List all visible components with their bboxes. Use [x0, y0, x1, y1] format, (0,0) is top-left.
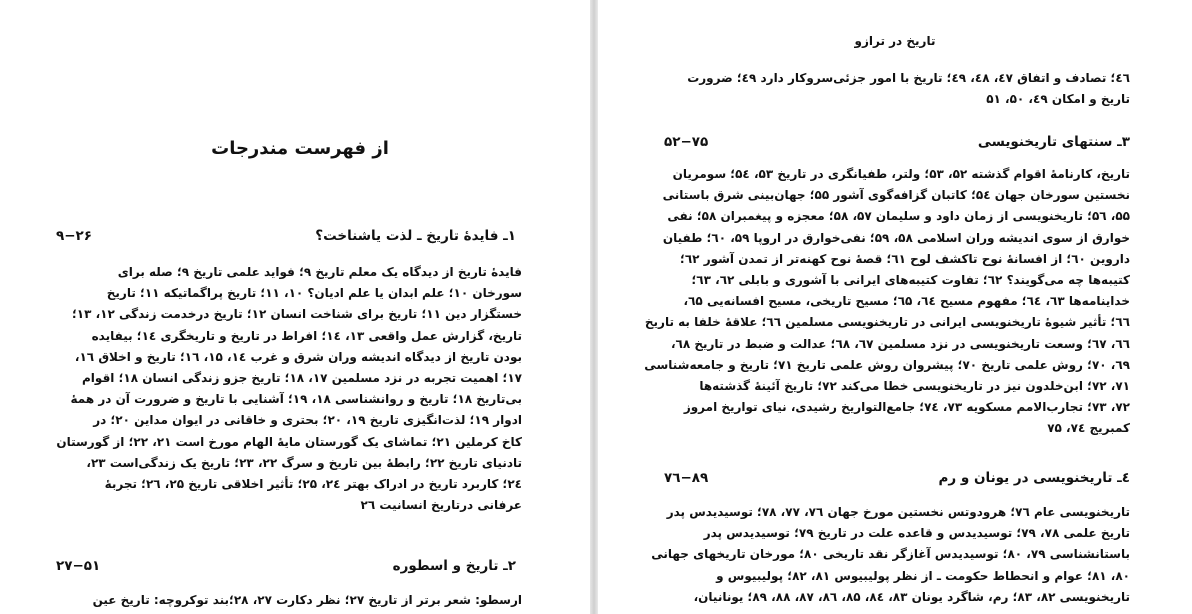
- text-line: ۷۲، ۷۳؛ تجارب‌الامم مسکویه ۷۳، ۷٤؛ جامع‌التواریخ رشیدی، نیای تواریخ امروز: [683, 400, 1130, 415]
- text-line: ٦٦؛ تأثیر شیوهٔ تاریخنویسی ایرانی در تاریخنویسی مسلمین ٦٦؛ علاقهٔ خلفا به تاریخ: [644, 315, 1130, 330]
- left-page: [0, 0, 590, 614]
- section-heading: [664, 134, 1130, 150]
- page-heading: از فهرست مندرجات: [211, 138, 389, 159]
- section-page-range: ۲۷−۵۱: [56, 558, 101, 574]
- text-line: ۲٤؛ کاربرد تاریخ در ادراک بهتر ۲٤، ۲۵؛ تأثیر اخلاقی تاریخ ۲۵، ۲٦؛ تجربهٔ: [104, 477, 522, 492]
- book-gutter: [590, 0, 598, 614]
- running-head: تاریخ در ترازو: [854, 34, 936, 48]
- section-title: ۳ـ سنتهای تاریخنویسی: [977, 134, 1130, 150]
- section-page-range: ۵۲−۷۵: [664, 134, 709, 150]
- text-line: ۸۰، ۸۱؛ عوام و انحطاط حکومت ـ از نظر پولیبیوس ۸۱، ۸۲؛ پولیبیوس و: [716, 568, 1130, 583]
- text-line: خوارق از سوی اندیشه وران اسلامی ۵۸، ۵۹؛ نفی‌خوارق در اروپا ۵۹، ٦۰؛ طفیان: [662, 230, 1130, 245]
- text-line: تاریخ و امکان ٤٩، ۵۰، ۵۱: [986, 92, 1130, 107]
- text-line: باستانشناسی ۷۹، ۸۰؛ توسیدیدس آغازگر نقد تاریخی ۸۰؛ مورخان تاریخهای جهانی: [651, 547, 1130, 562]
- section-heading: [56, 228, 516, 244]
- text-line: تاریخنویسی عام ۷٦؛ هرودوتس نخستین مورخ جهان ۷٦، ۷۷، ۷۸؛ توسیدیدس پدر: [666, 505, 1130, 519]
- section-heading: [56, 558, 516, 574]
- text-line: تاریخ، کارنامهٔ اقوام گذشته ۵۲، ۵۳؛ ولتر، طفیانگری در تاریخ ۵۳، ۵٤؛ سومریان: [672, 167, 1130, 181]
- text-line: ۵۵، ۵٦؛ تاریخنویسی از زمان داود و سلیمان ۵۷، ۵۸؛ معجزه و پیغمبران ۵۸؛ نفی: [667, 209, 1130, 224]
- text-line: تاریخ علمی ۷۸، ۷۹؛ توسیدیدس و قاعده علت در تاریخ ۷۹؛ توسیدیدس پدر: [703, 526, 1130, 541]
- text-line: فایدهٔ تاریخ از دیدگاه یک معلم تاریخ ۹؛ فواید علمی تاریخ ۹؛ صله برای: [117, 265, 522, 279]
- text-line: کمبریج ۷٤، ۷۵: [1047, 421, 1130, 436]
- intro-text: [664, 68, 1130, 110]
- text-line: سورخان ۱۰؛ علم ابدان یا علم ادیان؟ ۱۰، ۱۱؛ تاریخ پراگماتیکه ۱۱؛ تاریخ: [106, 286, 522, 301]
- text-line: بی‌تاریخ ۱۸؛ تاریخ و روانشناسی ۱۸، ۱۹؛ آشنایی با تاریخ و ضرورت آن در همهٔ: [70, 392, 522, 407]
- text-line: ادوار ۱۹؛ لذت‌انگیزی تاریخ ۱۹، ۲۰؛ بحتری و خاقانی در ایوان مداین ۲۰؛ در: [93, 413, 522, 428]
- section-body: [651, 502, 1130, 608]
- text-line: تاریخ، گزارش عمل واقعی ۱۳، ۱٤؛ افراط در تاریخ و تاریخگری ۱٤؛ بیفایده: [91, 328, 522, 343]
- text-line: نخستین سورخان جهان ۵٤؛ کاتبان گزافه‌گوی آشور ۵۵؛ جهان‌بینی شرق باستانی: [662, 188, 1130, 203]
- section-body: [56, 590, 522, 611]
- text-line: کتیبه‌ها چه می‌گویند؟ ٦۲؛ تفاوت کتیبه‌های ایرانی با آشوری و بابلی ٦۲، ٦۳؛: [691, 273, 1130, 288]
- section-title: ۱ـ فایدهٔ تاریخ ـ لذت یاشناخت؟: [315, 228, 516, 244]
- text-line: بودن تاریخ از دیدگاه اندیشه وران شرق و غرب ۱٤، ۱۵، ۱٦؛ تاریخ و اخلاق ۱٦،: [74, 349, 522, 364]
- text-line: ارسطو: شعر برتر از تاریخ ۲۷؛ نظر دکارت ۲۷، ۲۸؛بند توکروچه: تاریخ عین: [92, 593, 522, 607]
- section-body: [56, 262, 522, 516]
- section-title: ۲ـ تاریخ و اسطوره: [392, 558, 516, 574]
- text-line: کاخ کرملین ۲۱؛ تماشای یک گورستان مایهٔ الهام مورخ است ۲۱، ۲۲؛ از گورستان: [56, 434, 522, 449]
- section-body: [644, 164, 1130, 440]
- text-line: ۱۷؛ اهمیت تجربه در نزد مسلمین ۱۷، ۱۸؛ تاریخ جزو زندگی انسان ۱۸؛ اقوام: [82, 371, 522, 386]
- section-page-range: ۷٦−۸۹: [664, 470, 709, 486]
- text-line: ٦٦، ٦۷؛ وسعت تاریخنویسی در نزد مسلمین ٦۷، ٦۸؛ عدالت و ضبط در تاریخ ٦۸،: [670, 336, 1130, 351]
- section-heading: [664, 470, 1130, 486]
- text-line: تاریخنویسی ۸۲، ۸۳؛ رم، شاگرد یونان ۸۳، ۸٤، ۸۵، ۸٦، ۸۷، ۸۸، ۸۹؛ یونانیان،: [693, 589, 1130, 604]
- right-page: [598, 0, 1192, 614]
- text-line: خداینامه‌ها ٦۳، ٦٤؛ مفهوم مسیح ٦٤، ٦۵؛ مسیح تاریخی، مسیح افسانه‌یی ٦۵،: [683, 294, 1130, 309]
- text-line: داروین ٦۰؛ از افسانهٔ نوح تاکشف لوح ٦۱؛ قصهٔ نوح کهنه‌تر از تمدن آشور ٦۲؛: [680, 251, 1130, 266]
- text-line: ۷۱، ۷۲؛ ابن‌خلدون نیز در تاریخنویسی خطا می‌کند ۷۲؛ تاریخ آئینهٔ گذشته‌ها: [699, 379, 1130, 394]
- text-line: عرفانی درتاریخ انسانیت ۲٦: [360, 498, 522, 513]
- text-line: خستگزار دین ۱۱؛ تاریخ برای شناخت انسان ۱۲؛ تاریخ درخدمت زندگی ۱۲، ۱۳؛: [71, 307, 522, 322]
- text-line: تادنیای تاریخ ۲۲؛ رابطهٔ بین تاریخ و سرگ ۲۲، ۲۳؛ تاریخ یک زندگی‌است ۲۳،: [86, 455, 522, 470]
- text-line: ٦۹، ۷۰؛ روش علمی تاریخ ۷۰؛ پیشروان روش علمی تاریخ ۷۱؛ تاریخ و جامعه‌شناسی: [644, 357, 1130, 372]
- section-page-range: ۹−۲۶: [56, 228, 93, 244]
- section-title: ٤ـ تاریخنویسی در یونان و رم: [938, 470, 1130, 486]
- text-line: ٤٦؛ تصادف و اتفاق ٤٧، ٤٨، ٤٩؛ تاریخ با امور جزئی‌سروکار دارد ٤٩؛ ضرورت: [687, 71, 1130, 85]
